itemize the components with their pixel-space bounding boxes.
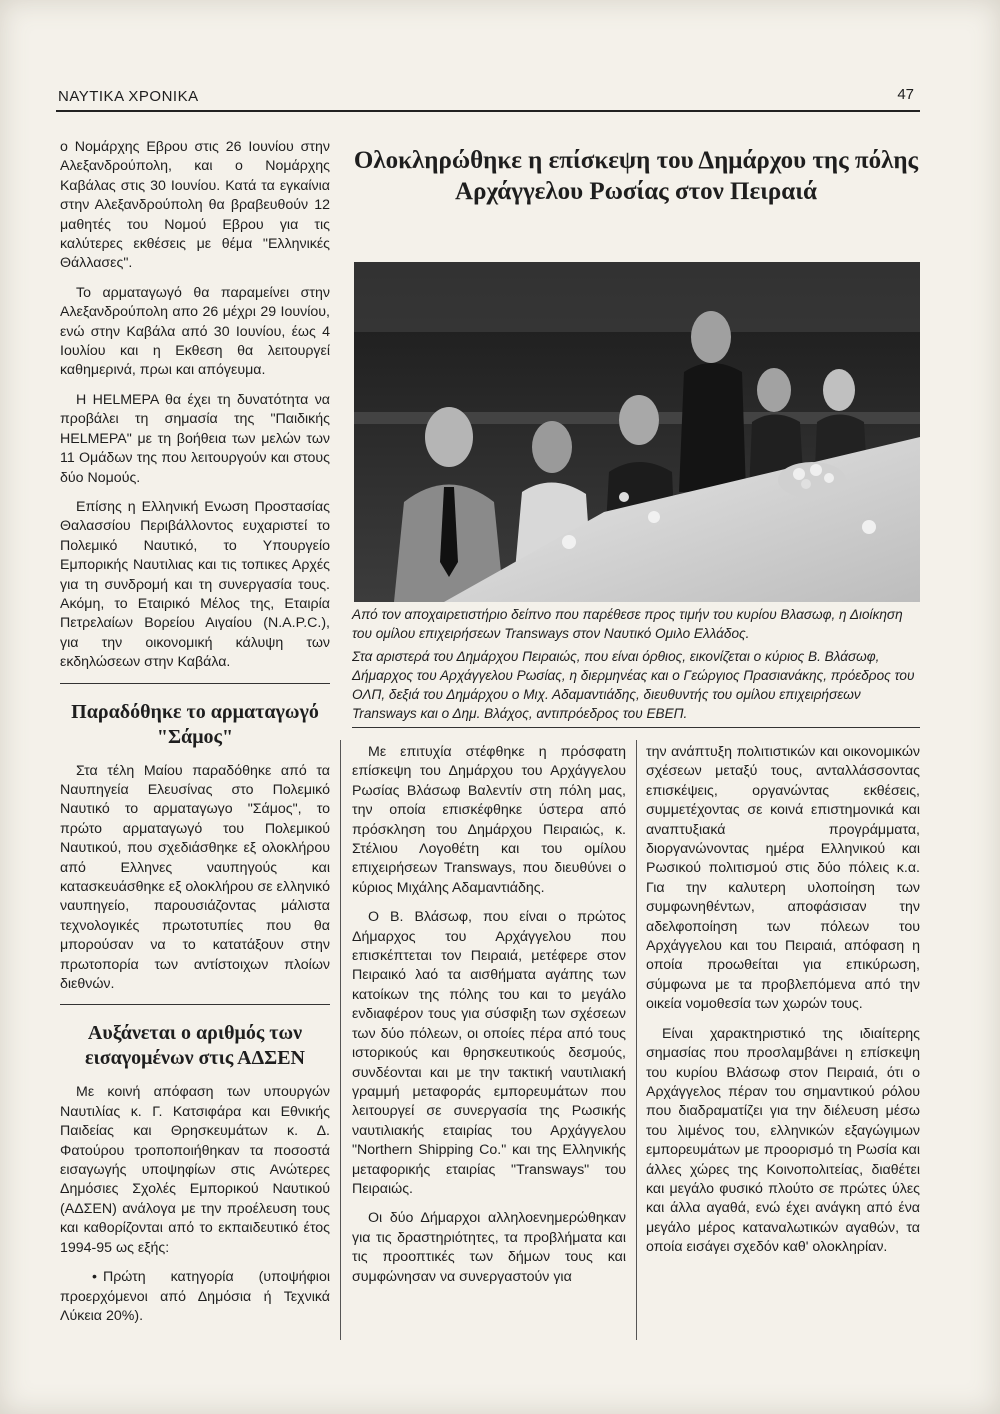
article-paragraph: την ανάπτυξη πολιτιστικών και οικονομικών σχέσεων μεταξύ τους, ανταλλάσσοντας επισκέψεις, οργανώντας εκθέσεις, συμμετέχοντας σε κοινά επιστημονικά και αναπτυξιακά προγράμματα, διοργανώνοντας ημέρα Ελληνικού και Ρωσικού πολιτισμού στις δύο πόλεις κ.α. Για την καλυτερη υλοποίηση των συμφωνηθέντων, αποφάσισαν την αδελφοποίηση των πόλεων του Αρχάγγελου και του Πειραιά, απόφαση η οποία προωθείται για επικύρωση, σύμφωνα με τα προβλεπόμενα από την οικεία νομοθεσία των χωρών τους. [646, 744, 920, 1013]
article-headline: Ολοκληρώθηκε η επίσκεψη του Δημάρχου της πόλης Αρχάγγελου Ρωσίας στον Πειραιά [353, 147, 919, 205]
dinner-photo [354, 262, 920, 602]
article-paragraph: Με επιτυχία στέφθηκε η πρόσφατη επίσκεψη του Δημάρχου του Αρχάγγελου Ρωσίας Βλάσωφ Βαλεντίν στη πόλη μας, την οποία επισκέφθηκε ύστερα από πρόσκληση του Δημάρχου Πειραιώς, κ. Στέλιου Λογοθέτη και του ομίλου επιχειρήσεων Transways, που διευθύνει ο κύριος Μιχάλης Αδαμαντιάδης. [352, 744, 626, 896]
left-paragraph: Με κοινή απόφαση των υπουργών Ναυτιλίας κ. Γ. Κατσιφάρα και Εθνικής Παιδείας και Θρησκευμάτων κ. Δ. Φατούρου τροποποιήθηκαν τα ποσοστά εισαγωγής υποψηφίων στις Ανώτερες Δημόσιες Σχολές Εμπορικού Ναυτικού (ΑΔΣΕΝ) ανάλογα με την προέλευση τους και καθορίζονται από το εκπαιδευτικό έτος 1994-95 ως εξής: [60, 1084, 330, 1256]
left-paragraph: Το αρματαγωγό θα παραμείνει στην Αλεξανδρούπολη απο 26 μέχρι 29 Ιουνίου, ενώ στην Καβάλα από 30 Ιουνίου, έως 4 Ιουλίου και η Εκθεση θα λειτουργεί καθημερινά, πρωι και απόγευμα. [60, 284, 330, 379]
article-paragraph: Ο Β. Βλάσωφ, που είναι ο πρώτος Δήμαρχος του Αρχάγγελου που επισκέπτεται τον Πειραιά, μετέφερε στον Πειραικό λαό τα αισθήματα αγάπης των κατοίκων της πόλης του και το μεγάλο ενδιαφέρον τους για σύσφιξη των σχέσεων των δύο πόλεων, οι οποίες πέρα από τους ιστορικούς και θρησκευτικούς δεσμούς, συνδέονται και με την τακτική ναυτιλιακή γραμμή μεταφοράς εμπορευμάτων που λειτουργεί σε συνεργασία της Ρωσικής ναυτιλιακής εταιρίας του Αρχάγγελου "Northern Shipping Co." και της Ελληνικής μεταφορικής εταιρίας "Transways" του Πειραιώς. [352, 909, 626, 1197]
section-title-adsen: Αυξάνεται ο αριθμός των εισαγομένων στις ΑΔΣΕΝ [85, 1022, 305, 1070]
section-divider [60, 1004, 330, 1005]
left-column [60, 138, 330, 1336]
column-divider [340, 740, 341, 1340]
section-title-samos: Παραδόθηκε το αρματαγωγό "Σάμος" [71, 700, 319, 748]
bullet-item [60, 1268, 330, 1326]
page-number: 47 [897, 86, 914, 103]
article-paragraph: Οι δύο Δήμαρχοι αλληλοενημερώθηκαν για τις δραστηριότητες, τα προβλήματα και τις προοπτικές των δήμων τους και συμφώνησαν να συνεργαστούν για [352, 1210, 626, 1285]
caption-line-2: Στα αριστερά του Δημάρχου Πειραιώς, που είναι όρθιος, εικονίζεται ο κύριος Β. Βλάσωφ, Δήμαρχος του Αρχάγγελου Ρωσίας, η διερμηνέας και ο Γεώργιος Πρασιανάκης, πρόεδρος του ΟΛΠ, δεξιά του Δημάρχου ο Μιχ. Αδαμαντιάδης, διευθυντής του ομίλου επιχειρήσεων Transways και ο Δημ. Βλάχος, αντιπρόεδρος του ΕΒΕΠ. [352, 649, 915, 721]
left-paragraph: Επίσης η Ελληνική Ενωση Προστασίας Θαλασσίου Περιβάλλοντος ευχαριστεί το Πολεμικό Ναυτικό, το Υπουργείο Εμπορικής Ναυτιλιας και τις τοπικες Αρχές για τη συνδρομή και τη συνεργασία τους. Ακόμη, το Εταιρικό Μέλος της, Εταιρία Πετρελαίων Βορείου Αιγαίου (N.A.P.C.), για την οικονομική κάλυψη των εκδηλώσεων στην Καβάλα. [60, 498, 330, 671]
running-head: ΝΑΥΤΙΚΑ ΧΡΟΝΙΚΑ [58, 88, 199, 105]
photo-caption [352, 605, 920, 727]
article-column-right [646, 743, 920, 1268]
bullet-text: Πρώτη κατηγορία (υποψήφιοι προερχόμενοι από Δημόσια ή Τεχνικά Λύκεια 20%). [60, 1269, 330, 1324]
article-column-middle [352, 743, 626, 1297]
column-divider [636, 740, 637, 1340]
caption-line-1: Από τον αποχαιρετιστήριο δείπνο που παρέθεσε προς τιμήν του κυρίου Βλασωφ, η Διοίκηση του ομίλου επιχειρήσεων Transways στον Ναυτικό Ομιλο Ελλάδος. [352, 607, 903, 641]
left-paragraph: ο Νομάρχης Εβρου στις 26 Ιουνίου στην Αλεξανδρούπολη, και ο Νομάρχης Καβάλας στις 30 Ιουνίου. Κατά τα εγκαίνια στην Αλεξανδρούπολη θα βραβευθούν 12 μαθητές του Νομού Εβρου για τις καλύτερες εκθέσεις με θέμα "Ελληνικές Θάλλασες". [60, 139, 330, 272]
bullet-icon: • [92, 1269, 97, 1286]
header-rule [56, 110, 920, 112]
left-paragraph: Στα τέλη Μαίου παραδόθηκε από τα Ναυπηγεία Ελευσίνας στο Πολεμικό Ναυτικό το αρματαγωγο "Σάμος", το πρώτο αρματαγωγό του Πολεμικού Ναυτικού, που σχεδιάσθηκε εξ ολοκλήρου από Ελληνες ναυπηγούς και κατασκευάσθηκε εξ ολοκλήρου σε ελληνικό ναυπηγείο, παρουσιάζοντας μάλιστα τεχνολογικές πρωτοτυπίες που θα μπορούσαν να το κατατάξουν στην πρωτοπορία των αντίστοιχων πλοίων διεθνών. [60, 762, 330, 993]
section-divider [60, 683, 330, 684]
left-paragraph: Η HELMEPA θα έχει τη δυνατότητα να προβάλει τη σημασία της "Παιδικής HELMEPA" με τη βοήθεια των μελών των 11 Ομάδων της που λειτουργούν και στους δύο Νομούς. [60, 391, 330, 486]
article-paragraph: Είναι χαρακτηριστικό της ιδιαίτερης σημασίας που προσλαμβάνει η επίσκεψη του κυρίου Βλάσωφ στον Πειραιά, ότι ο Αρχάγγελος πέραν του σημαντικού ρόλου που διαδραματίζει για την διέλευση μέσω του λιμένος του, ελληνικών εξαγώγιμων εμπορευμάτων με προορισμό τη Ρωσία και άλλες χώρες της Κοινοπολιτείας, διαθέτει και μεγάλο φυσικό πλούτο σε πρώτες ύλες και άλλα αγαθά, ενώ έχει ανάγκη από ένα μεγάλο μέρος καταναλωτικών αγαθών, τα οποία εισάγει σχεδόν καθ' ολοκληρίαν. [646, 1025, 920, 1256]
caption-rule [352, 727, 920, 728]
